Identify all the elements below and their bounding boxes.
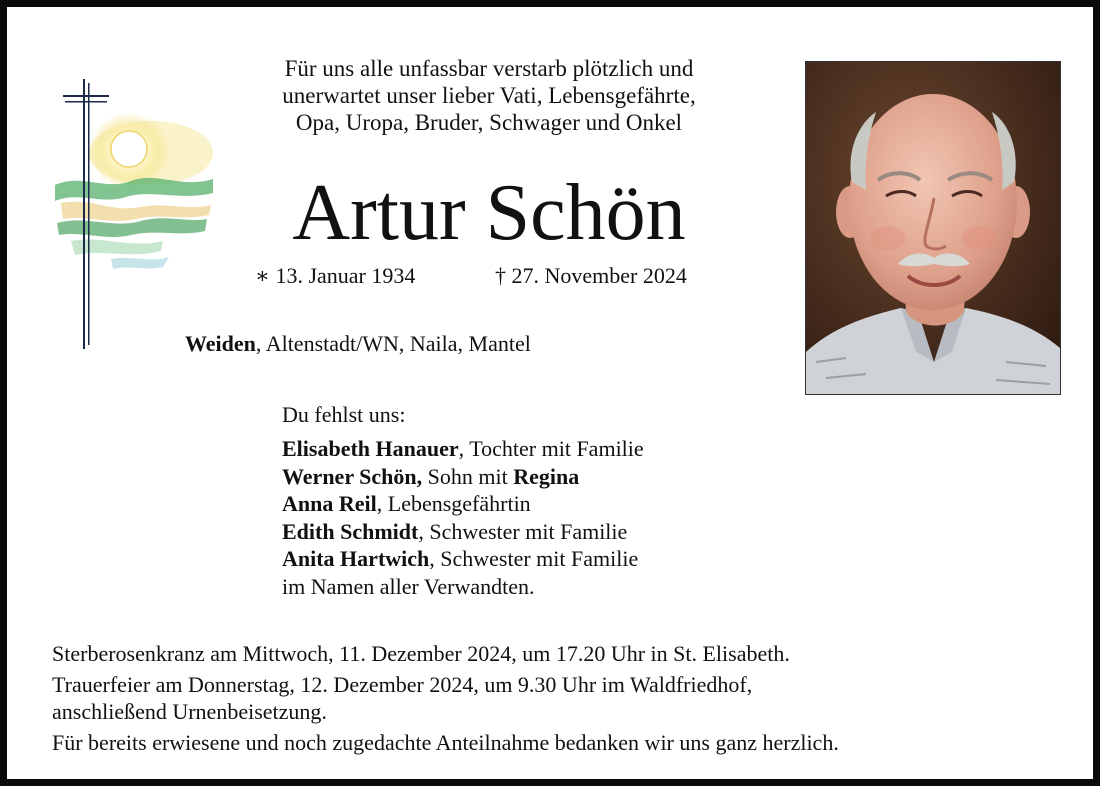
intro-line: Für uns alle unfassbar verstarb plötzlich und — [284, 56, 694, 81]
death-date-text: 27. November 2024 — [511, 263, 687, 288]
mourner-row — [282, 518, 644, 546]
portrait-photo — [805, 61, 1061, 395]
deceased-name: Artur Schön — [292, 169, 686, 257]
mourners-intro: Du fehlst uns: — [282, 402, 406, 427]
mourners-closing: im Namen aller Verwandten. — [282, 573, 535, 599]
mourner-name: Anita Hartwich — [282, 546, 430, 571]
mourner-row — [282, 490, 644, 518]
service-info — [52, 640, 839, 756]
mourner-name: Werner Schön, — [282, 463, 423, 489]
thanks-line: Für bereits erwiesene und noch zugedachte Anteilnahme bedanken wir uns ganz herzlich. — [52, 729, 839, 755]
mourner-name: Anna Reil — [282, 491, 377, 516]
mourner-row — [282, 545, 644, 573]
death-cross-icon: † — [495, 263, 506, 288]
mourner-partner: Regina — [513, 463, 580, 489]
mourners-list — [282, 435, 644, 600]
mourner-relation: , Schwester mit Familie — [429, 546, 639, 571]
funeral-line: anschließend Urnenbeisetzung. — [52, 699, 327, 724]
mourner-name: Elisabeth Hanauer — [282, 436, 459, 461]
mourner-relation: Sohn mit — [422, 463, 514, 489]
mourner-name: Edith Schmidt — [282, 518, 419, 544]
portrait-illustration — [806, 62, 1060, 394]
intro-text — [239, 55, 739, 136]
funeral-line: Trauerfeier am Donnerstag, 12. Dezember 2024, um 9.30 Uhr im Waldfriedhof, — [52, 671, 753, 697]
mourner-relation: , Lebensgefährtin — [376, 491, 531, 516]
place-main: Weiden — [185, 331, 256, 356]
cross-sun-landscape-icon — [51, 73, 221, 355]
birth-star-icon: ∗ — [255, 263, 270, 288]
birth-date — [255, 263, 415, 289]
places — [185, 331, 531, 357]
intro-line: unerwartet unser lieber Vati, Lebensgefährte, — [282, 83, 696, 108]
birth-date-text: 13. Januar 1934 — [275, 263, 416, 288]
mourner-relation: , Schwester mit Familie — [418, 518, 628, 544]
mourner-relation: , Tochter mit Familie — [458, 436, 644, 461]
rosary-line: Sterberosenkranz am Mittwoch, 11. Dezember 2024, um 17.20 Uhr in St. Elisabeth. — [52, 641, 790, 666]
mourner-row — [282, 463, 644, 491]
intro-line: Opa, Uropa, Bruder, Schwager und Onkel — [295, 110, 683, 135]
mourner-row — [282, 435, 644, 463]
death-date — [495, 263, 687, 289]
place-rest: , Altenstadt/WN, Naila, Mantel — [255, 331, 531, 356]
